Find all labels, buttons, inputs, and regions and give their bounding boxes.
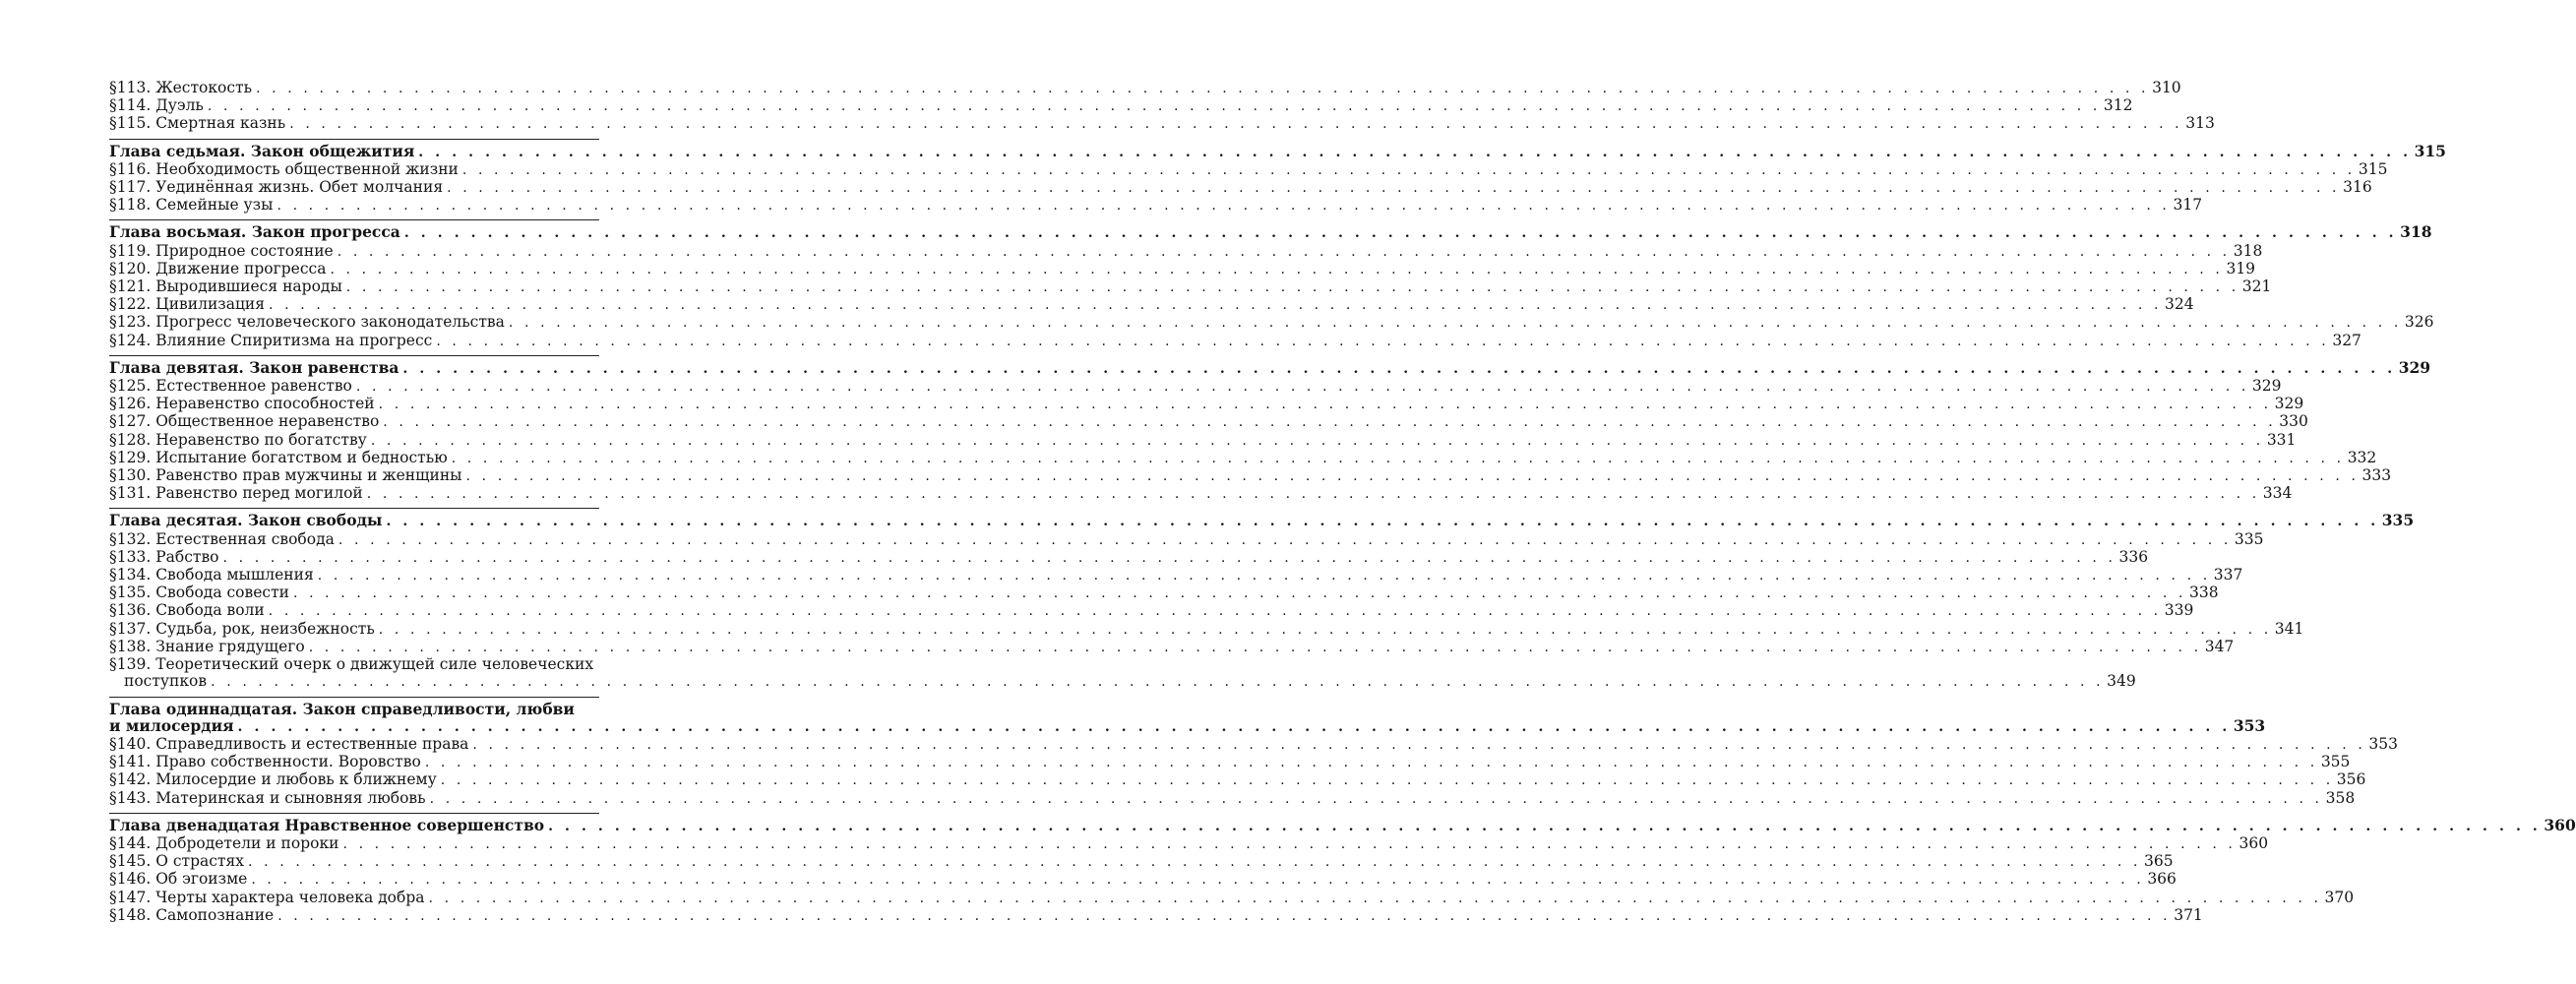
page-number: 331	[2266, 430, 2297, 449]
page-number: 313	[2185, 114, 2215, 133]
dot-leader: . . . . . . . . . . . . . . . . . . . . . . . . . . . . . . . . . . . . . . . . . . . . . . . . . . . . . . . . . . . . . . . . . . . . . . . . . . . . . . . . . . . . . . . . . . . . . . . . . . . . . . . . . . . . . . . . . . . . . . . .	[436, 333, 2330, 349]
toc-entry	[109, 96, 2133, 115]
toc-entry-title: §124. Влияние Спиритизма на прогресс	[109, 331, 433, 349]
page-number: 315	[2414, 141, 2446, 160]
toc-entry-title: §134. Свобода мышления	[109, 566, 314, 584]
toc-entry-title: §137. Судьба, рок, неизбежность	[109, 619, 375, 638]
chapter-block	[109, 697, 2399, 808]
toc-entry	[109, 484, 2293, 503]
chapter-heading	[109, 715, 2266, 736]
toc-entry	[109, 395, 2304, 413]
page-number: 365	[2144, 852, 2174, 871]
chapter-heading	[109, 815, 2576, 835]
toc-entry-title: §123. Прогресс человеческого законодательства	[109, 313, 505, 332]
page-number: 356	[2336, 770, 2366, 789]
dot-leader: . . . . . . . . . . . . . . . . . . . . . . . . . . . . . . . . . . . . . . . . . . . . . . . . . . . . . . . . . . . . . . . . . . . . . . . . . . . . . . . . . . . . . . . . . . . . . . . . . . . . . . . . . . . . . . . . . . . . . . . .	[289, 116, 2183, 133]
page-number: 336	[2118, 547, 2149, 566]
chapter-title-rest: . Закон свободы	[237, 511, 383, 530]
page-number: 347	[2204, 637, 2235, 655]
toc-entry	[109, 295, 2194, 314]
dot-leader: . . . . . . . . . . . . . . . . . . . . . . . . . . . . . . . . . . . . . . . . . . . . . . . . . . . . . . . . . . . . . . . . . . . . . . . . . . . . . . . . . . . . . . . . . . . . . . . . . . . . . . . . . . . . . . . . . . . . . . . .	[337, 243, 2231, 260]
toc-entry-title: §132. Естественная свобода	[109, 529, 335, 548]
dot-leader: . . . . . . . . . . . . . . . . . . . . . . . . . . . . . . . . . . . . . . . . . . . . . . . . . . . . . . . . . . . . . . . . . . . . . . . . . . . . . . . . . . . . . . . . . . . . . . . . . . . . . . . . . . . . . . . . . . . . . . . .	[355, 379, 2249, 396]
dot-leader: . . . . . . . . . . . . . . . . . . . . . . . . . . . . . . . . . . . . . . . . . . . . . . . . . . . . . . . . . . . . . . . . . . . . . . . . . . . . . . . . . . . . . . . . . . . . . . . . . . . . . . . . . . . . . . . . . . . . . . . .	[383, 414, 2277, 431]
dot-leader: . . . . . . . . . . . . . . . . . . . . . . . . . . . . . . . . . . . . . . . . . . . . . . . . . . . . . . . . . . . . . . . . . . . . . . . . . . . . . . . . . . . . . . . . . . . . . . . . . . . . . . . . . . . . . . . . . . . . . . . .	[370, 432, 2264, 449]
page-number: 371	[2174, 905, 2203, 924]
chapter-title-rest: . Закон общежития	[240, 141, 415, 160]
page-number: 341	[2274, 619, 2304, 638]
toc-entry	[109, 313, 2434, 332]
dot-leader: . . . . . . . . . . . . . . . . . . . . . . . . . . . . . . . . . . . . . . . . . . . . . . . . . . . . . . . . . . . . . . . . . . . . . . . . . . . . . . . . . . . . . . . . . . . . . . . . . . . . . . . . . . . . . . . . . . . . . . . .	[508, 315, 2402, 332]
page-number: 333	[2361, 466, 2392, 485]
toc-entry-title: §136. Свобода воли	[109, 601, 265, 620]
toc-entry-title: §117. Уединённая жизнь. Обет молчания	[109, 178, 444, 197]
toc-entry	[109, 331, 2361, 350]
chapter-heading-title	[109, 143, 414, 159]
page-number: 360	[2239, 833, 2269, 852]
page-number: 316	[2343, 178, 2372, 197]
toc-entry	[109, 412, 2308, 431]
toc-entry	[109, 241, 2263, 261]
page-number: 324	[2165, 295, 2194, 314]
chapter-heading	[109, 357, 2431, 378]
toc-entry-title: §121. Выродившиеся народы	[109, 277, 342, 296]
toc-entry-title: поступков	[124, 672, 208, 691]
dot-leader: . . . . . . . . . . . . . . . . . . . . . . . . . . . . . . . . . . . . . . . . . . . . . . . . . . . . . . . . . . . . . . . . . . . . . . . . . . . . . . . . . . . . . . . . . . . . . . . . . . . . . . . . . . . . . . . . . . . . . . . .	[330, 261, 2224, 277]
dot-leader: . . . . . . . . . . . . . . . . . . . . . . . . . . . . . . . . . . . . . . . . . . . . . . . . . . . . . . . . . . . . . . . . . . . . . . . . . . . . . . . . . . . . . . . . . . . . . . . . . . . . . . . . . . . . . . . . . . . . . . . .	[337, 531, 2232, 548]
dot-leader: . . . . . . . . . . . . . . . . . . . . . . . . . . . . . . . . . . . . . . . . . . . . . . . . . . . . . . . . . . . . . . . . . . . . . . . . . . . . . . . . . . . . . . . . . . . . . . . . . . . . . . . . . . . . . . . . . . . . . . . .	[237, 718, 2231, 735]
dot-leader: . . . . . . . . . . . . . . . . . . . . . . . . . . . . . . . . . . . . . . . . . . . . . . . . . . . . . . . . . . . . . . . . . . . . . . . . . . . . . . . . . . . . . . . . . . . . . . . . . . . . . . . . . . . . . . . . . . . . . . . .	[378, 621, 2272, 638]
toc-entry	[109, 377, 2282, 396]
page-number: 360	[2544, 815, 2576, 834]
chapter-block	[109, 355, 2431, 504]
toc-entry-title: §146. Об эгоизме	[109, 870, 248, 889]
chapter-heading	[109, 222, 2432, 242]
toc-entry-title: §126. Неравенство способностей	[109, 395, 375, 413]
page-number: 327	[2332, 331, 2361, 349]
chapter-title-rest: . Закон справедливости, любви	[291, 699, 575, 718]
dot-leader: . . . . . . . . . . . . . . . . . . . . . . . . . . . . . . . . . . . . . . . . . . . . . . . . . . . . . . . . . . . . . . . . . . . . . . . . . . . . . . . . . . . . . . . . . . . . . . . . . . . . . . . . . . . . . . . . . . . . . . . .	[268, 603, 2162, 620]
dot-leader: . . . . . . . . . . . . . . . . . . . . . . . . . . . . . . . . . . . . . . . . . . . . . . . . . . . . . . . . . . . . . . . . . . . . . . . . . . . . . . . . . . . . . . . . . . . . . . . . . . . . . . . . . . . . . . . . . . . . . . . .	[366, 486, 2260, 503]
chapter-title-main: Глава седьмая	[109, 141, 240, 160]
toc-entry	[109, 888, 2355, 907]
toc-entry	[109, 259, 2256, 278]
toc-entry-title: §113. Жестокость	[109, 79, 253, 96]
toc-entry	[109, 833, 2269, 853]
page-number: 337	[2213, 566, 2243, 584]
dot-leader: . . . . . . . . . . . . . . . . . . . . . . . . . . . . . . . . . . . . . . . . . . . . . . . . . . . . . . . . . . . . . . . . . . . . . . . . . . . . . . . . . . . . . . . . . . . . . . . . . . . . . . . . . . . . . . . . . . . . . . . .	[461, 161, 2356, 178]
dot-leader: . . . . . . . . . . . . . . . . . . . . . . . . . . . . . . . . . . . . . . . . . . . . . . . . . . . . . . . . . . . . . . . . . . . . . . . . . . . . . . . . . . . . . . . . . . . . . . . . . . . . . . . . . . . . . . . . . . . . . . . .	[345, 279, 2239, 296]
dot-leader: . . . . . . . . . . . . . . . . . . . . . . . . . . . . . . . . . . . . . . . . . . . . . . . . . . . . . . . . . . . . . . . . . . . . . . . . . . . . . . . . . . . . . . . . . . . . . . . . . . . . . . . . . . . . . . . . . . . . . . . .	[378, 397, 2272, 413]
toc-entry-title: §144. Добродетели и пороки	[109, 833, 339, 852]
dot-leader: . . . . . . . . . . . . . . . . . . . . . . . . . . . . . . . . . . . . . . . . . . . . . . . . . . . . . . . . . . . . . . . . . . . . . . . . . . . . . . . . . . . . . . . . . . . . . . . . . . . . . . . . . . . . . . . . . . . . . . . .	[207, 98, 2101, 115]
dot-leader: . . . . . . . . . . . . . . . . . . . . . . . . . . . . . . . . . . . . . . . . . . . . . . . . . . . . . . . . . . . . . . . . . . . . . . . . . . . . . . . . . . . . . . . . . . . . . . . . . . . . . . . . . . . . . . . . . . . . . . . .	[402, 360, 2396, 377]
toc-entry	[109, 753, 2351, 771]
toc-entry	[109, 466, 2392, 485]
dot-leader: . . . . . . . . . . . . . . . . . . . . . . . . . . . . . . . . . . . . . . . . . . . . . . . . . . . . . . . . . . . . . . . . . . . . . . . . . . . . . . . . . . . . . . . . . . . . . . . . . . . . . . . . . . . . . . . . . . . . . . . .	[440, 772, 2334, 789]
page-number: 312	[2103, 96, 2133, 115]
toc-entry	[109, 584, 2219, 602]
page-number: 329	[2398, 357, 2431, 377]
dot-leader: . . . . . . . . . . . . . . . . . . . . . . . . . . . . . . . . . . . . . . . . . . . . . . . . . . . . . . . . . . . . . . . . . . . . . . . . . . . . . . . . . . . . . . . . . . . . . . . . . . . . . . . . . . . . . . . . . . . . . . . .	[277, 907, 2172, 924]
toc-entry-title: §131. Равенство перед могилой	[109, 484, 363, 503]
chapter-block	[109, 813, 2576, 925]
toc-entry-title: §122. Цивилизация	[109, 295, 266, 314]
toc-entry	[109, 637, 2235, 656]
page-number: 353	[2233, 715, 2266, 735]
chapter-heading-title	[109, 512, 382, 528]
page-number: 332	[2347, 448, 2377, 466]
chapter-heading-line	[109, 701, 599, 717]
page-number: 370	[2324, 888, 2355, 906]
dot-leader: . . . . . . . . . . . . . . . . . . . . . . . . . . . . . . . . . . . . . . . . . . . . . . . . . . . . . . . . . . . . . . . . . . . . . . . . . . . . . . . . . . . . . . . . . . . . . . . . . . . . . . . . . . . . . . . . . . . . . . . .	[386, 514, 2379, 530]
dot-leader: . . . . . . . . . . . . . . . . . . . . . . . . . . . . . . . . . . . . . . . . . . . . . . . . . . . . . . . . . . . . . . . . . . . . . . . . . . . . . . . . . . . . . . . . . . . . . . . . . . . . . . . . . . . . . . . . . . . . . . . .	[342, 835, 2237, 852]
chapter-title-main: Глава десятая	[109, 511, 238, 530]
dot-leader: . . . . . . . . . . . . . . . . . . . . . . . . . . . . . . . . . . . . . . . . . . . . . . . . . . . . . . . . . . . . . . . . . . . . . . . . . . . . . . . . . . . . . . . . . . . . . . . . . . . . . . . . . . . . . . . . . . . . . . . .	[211, 674, 2105, 691]
chapter-heading-title	[109, 817, 544, 833]
toc-entry-title: §120. Движение прогресса	[109, 259, 327, 277]
dot-leader: . . . . . . . . . . . . . . . . . . . . . . . . . . . . . . . . . . . . . . . . . . . . . . . . . . . . . . . . . . . . . . . . . . . . . . . . . . . . . . . . . . . . . . . . . . . . . . . . . . . . . . . . . . . . . . . . . . . . . . . .	[276, 198, 2171, 215]
toc-entry	[109, 529, 2264, 549]
page-number: 355	[2320, 753, 2351, 771]
chapter-heading-title	[109, 359, 399, 376]
toc-entry-title: §115. Смертная казнь	[109, 114, 286, 133]
toc-entry-title: §127. Общественное неравенство	[109, 412, 380, 431]
chapter-block	[109, 79, 2215, 134]
toc-entry	[109, 178, 2372, 197]
dot-leader: . . . . . . . . . . . . . . . . . . . . . . . . . . . . . . . . . . . . . . . . . . . . . . . . . . . . . . . . . . . . . . . . . . . . . . . . . . . . . . . . . . . . . . . . . . . . . . . . . . . . . . . . . . . . . . . . . . . . . . . .	[222, 549, 2116, 566]
toc-entry	[109, 619, 2304, 639]
dot-leader: . . . . . . . . . . . . . . . . . . . . . . . . . . . . . . . . . . . . . . . . . . . . . . . . . . . . . . . . . . . . . . . . . . . . . . . . . . . . . . . . . . . . . . . . . . . . . . . . . . . . . . . . . . . . . . . . . . . . . . . .	[548, 818, 2542, 834]
toc-entry-line: §139. Теоретический очерк о движущей силе человеческих	[109, 655, 594, 674]
toc-entry	[109, 448, 2377, 467]
page-number: 329	[2274, 395, 2304, 413]
toc-entry-title: §125. Естественное равенство	[109, 377, 352, 396]
toc-entry	[109, 870, 2177, 889]
toc-entry-title: §142. Милосердие и любовь к ближнему	[109, 770, 437, 789]
page-number: 317	[2173, 196, 2203, 215]
chapter-block	[109, 219, 2434, 349]
toc-entry	[109, 196, 2203, 215]
chapter-heading	[109, 511, 2415, 530]
toc-entry-title: §133. Рабство	[109, 547, 219, 566]
chapter-title-main: Глава двенадцатая Нравственное совершенство	[109, 815, 545, 834]
dot-leader: . . . . . . . . . . . . . . . . . . . . . . . . . . . . . . . . . . . . . . . . . . . . . . . . . . . . . . . . . . . . . . . . . . . . . . . . . . . . . . . . . . . . . . . . . . . . . . . . . . . . . . . . . . . . . . . . . . . . . . . .	[424, 755, 2318, 771]
toc-entry	[109, 159, 2388, 179]
toc-entry-title: §119. Природное состояние	[109, 241, 334, 260]
toc-entry-title: §135. Свобода совести	[109, 584, 289, 602]
toc-entry	[109, 114, 2215, 133]
toc-entry	[109, 905, 2203, 925]
dot-leader: . . . . . . . . . . . . . . . . . . . . . . . . . . . . . . . . . . . . . . . . . . . . . . . . . . . . . . . . . . . . . . . . . . . . . . . . . . . . . . . . . . . . . . . . . . . . . . . . . . . . . . . . . . . . . . . . . . . . . . . .	[248, 854, 2142, 871]
toc-entry-title: §143. Материнская и сыновняя любовь	[109, 788, 426, 807]
dot-leader: . . . . . . . . . . . . . . . . . . . . . . . . . . . . . . . . . . . . . . . . . . . . . . . . . . . . . . . . . . . . . . . . . . . . . . . . . . . . . . . . . . . . . . . . . . . . . . . . . . . . . . . . . . . . . . . . . . . . . . . .	[447, 180, 2341, 197]
dot-leader: . . . . . . . . . . . . . . . . . . . . . . . . . . . . . . . . . . . . . . . . . . . . . . . . . . . . . . . . . . . . . . . . . . . . . . . . . . . . . . . . . . . . . . . . . . . . . . . . . . . . . . . . . . . . . . . . . . . . . . . .	[251, 872, 2145, 889]
toc-entry-title: §129. Испытание богатством и бедностью	[109, 448, 448, 466]
dot-leader: . . . . . . . . . . . . . . . . . . . . . . . . . . . . . . . . . . . . . . . . . . . . . . . . . . . . . . . . . . . . . . . . . . . . . . . . . . . . . . . . . . . . . . . . . . . . . . . . . . . . . . . . . . . . . . . . . . . . . . . .	[428, 890, 2322, 906]
page-number: 349	[2107, 672, 2136, 691]
chapter-title-main: Глава одиннадцатая	[109, 699, 292, 718]
toc-entry-title: §130. Равенство прав мужчины и женщины	[109, 466, 462, 485]
toc-entry-title: §118. Семейные узы	[109, 196, 274, 215]
dot-leader: . . . . . . . . . . . . . . . . . . . . . . . . . . . . . . . . . . . . . . . . . . . . . . . . . . . . . . . . . . . . . . . . . . . . . . . . . . . . . . . . . . . . . . . . . . . . . . . . . . . . . . . . . . . . . . . . . . . . . . . .	[317, 568, 2211, 584]
dot-leader: . . . . . . . . . . . . . . . . . . . . . . . . . . . . . . . . . . . . . . . . . . . . . . . . . . . . . . . . . . . . . . . . . . . . . . . . . . . . . . . . . . . . . . . . . . . . . . . . . . . . . . . . . . . . . . . . . . . . . . . .	[472, 736, 2366, 753]
chapter-title-main: Глава восьмая	[109, 222, 241, 242]
page-number: 310	[2152, 79, 2181, 96]
toc-entry	[109, 734, 2399, 754]
dot-leader: . . . . . . . . . . . . . . . . . . . . . . . . . . . . . . . . . . . . . . . . . . . . . . . . . . . . . . . . . . . . . . . . . . . . . . . . . . . . . . . . . . . . . . . . . . . . . . . . . . . . . . . . . . . . . . . . . . . . . . . .	[292, 585, 2186, 602]
page-number: 353	[2368, 734, 2399, 753]
dot-leader: . . . . . . . . . . . . . . . . . . . . . . . . . . . . . . . . . . . . . . . . . . . . . . . . . . . . . . . . . . . . . . . . . . . . . . . . . . . . . . . . . . . . . . . . . . . . . . . . . . . . . . . . . . . . . . . . . . . . . . . .	[269, 297, 2163, 314]
dot-leader: . . . . . . . . . . . . . . . . . . . . . . . . . . . . . . . . . . . . . . . . . . . . . . . . . . . . . . . . . . . . . . . . . . . . . . . . . . . . . . . . . . . . . . . . . . . . . . . . . . . . . . . . . . . . . . . . . . . . . . . .	[418, 144, 2412, 160]
dot-leader: . . . . . . . . . . . . . . . . . . . . . . . . . . . . . . . . . . . . . . . . . . . . . . . . . . . . . . . . . . . . . . . . . . . . . . . . . . . . . . . . . . . . . . . . . . . . . . . . . . . . . . . . . . . . . . . . . . . . . . . .	[451, 450, 2345, 466]
page-number: 330	[2279, 412, 2308, 431]
page-number: 358	[2325, 788, 2356, 807]
toc-entry	[109, 770, 2366, 789]
toc-entry	[109, 277, 2272, 296]
toc-entry-title: §147. Черты характера человека добра	[109, 888, 425, 906]
toc-entry-title: §138. Знание грядущего	[109, 637, 305, 655]
toc-entry-title: §116. Необходимость общественной жизни	[109, 159, 459, 178]
page-number: 315	[2358, 159, 2388, 178]
toc-entry	[109, 852, 2174, 871]
page-number: 338	[2188, 584, 2219, 602]
page-number: 326	[2404, 313, 2434, 332]
toc-entry-title: §128. Неравенство по богатству	[109, 430, 367, 449]
table-of-contents	[109, 79, 2576, 925]
dot-leader: . . . . . . . . . . . . . . . . . . . . . . . . . . . . . . . . . . . . . . . . . . . . . . . . . . . . . . . . . . . . . . . . . . . . . . . . . . . . . . . . . . . . . . . . . . . . . . . . . . . . . . . . . . . . . . . . . . . . . . . .	[429, 790, 2323, 807]
toc-entry	[109, 788, 2356, 808]
dot-leader: . . . . . . . . . . . . . . . . . . . . . . . . . . . . . . . . . . . . . . . . . . . . . . . . . . . . . . . . . . . . . . . . . . . . . . . . . . . . . . . . . . . . . . . . . . . . . . . . . . . . . . . . . . . . . . . . . . . . . . . .	[308, 639, 2202, 655]
page-number: 319	[2226, 259, 2256, 277]
chapter-title-rest: . Закон равенства	[238, 357, 399, 377]
dot-leader: . . . . . . . . . . . . . . . . . . . . . . . . . . . . . . . . . . . . . . . . . . . . . . . . . . . . . . . . . . . . . . . . . . . . . . . . . . . . . . . . . . . . . . . . . . . . . . . . . . . . . . . . . . . . . . . . . . . . . . . .	[256, 81, 2150, 96]
chapter-block	[109, 139, 2446, 215]
page-number: 339	[2164, 601, 2194, 620]
page-number: 334	[2262, 484, 2293, 503]
toc-entry	[109, 566, 2243, 584]
page-number: 318	[2400, 222, 2432, 242]
toc-entry	[109, 430, 2297, 450]
chapter-block	[109, 508, 2415, 691]
chapter-heading-title	[109, 223, 400, 240]
toc-entry	[109, 601, 2194, 620]
chapter-title-main: Глава девятая	[109, 357, 239, 377]
page-number: 321	[2241, 277, 2272, 296]
page-number: 318	[2233, 241, 2263, 260]
toc-entry	[109, 672, 2136, 691]
page-number: 335	[2234, 529, 2264, 548]
toc-entry	[109, 547, 2149, 567]
toc-entry	[109, 79, 2181, 97]
page-number: 335	[2381, 511, 2415, 530]
chapter-title-rest: . Закон прогресса	[240, 222, 400, 242]
toc-entry-title: §114. Дуэль	[109, 96, 204, 115]
page-number: 329	[2251, 377, 2282, 396]
toc-entry-title: §140. Справедливость и естественные права	[109, 734, 469, 753]
dot-leader: . . . . . . . . . . . . . . . . . . . . . . . . . . . . . . . . . . . . . . . . . . . . . . . . . . . . . . . . . . . . . . . . . . . . . . . . . . . . . . . . . . . . . . . . . . . . . . . . . . . . . . . . . . . . . . . . . . . . . . . .	[403, 225, 2398, 242]
chapter-heading-title: и милосердия	[109, 715, 234, 735]
toc-entry-title: §148. Самопознание	[109, 905, 275, 924]
toc-entry-title: §141. Право собственности. Воровство	[109, 753, 421, 771]
chapter-heading	[109, 141, 2446, 161]
toc-entry-title: §145. О страстях	[109, 852, 245, 871]
dot-leader: . . . . . . . . . . . . . . . . . . . . . . . . . . . . . . . . . . . . . . . . . . . . . . . . . . . . . . . . . . . . . . . . . . . . . . . . . . . . . . . . . . . . . . . . . . . . . . . . . . . . . . . . . . . . . . . . . . . . . . . .	[465, 468, 2360, 485]
page-number: 366	[2147, 870, 2177, 889]
